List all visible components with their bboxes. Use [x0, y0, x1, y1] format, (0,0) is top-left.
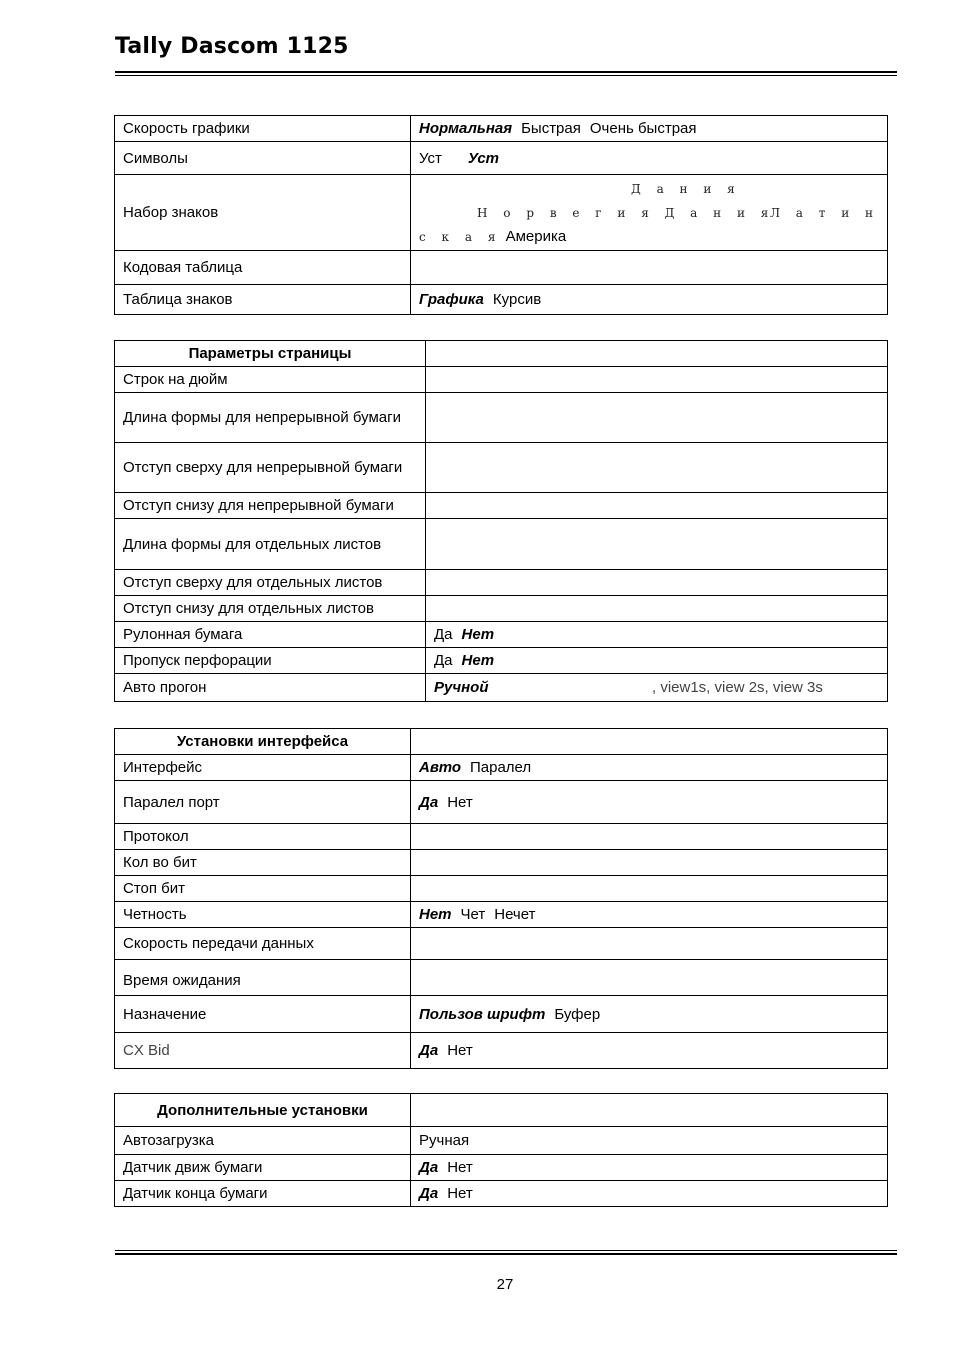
option-default: Уст — [467, 149, 499, 167]
page-settings-table — [114, 340, 888, 702]
header-rule — [115, 71, 897, 73]
row-label: Скорость передачи данных — [115, 928, 411, 960]
row-options — [411, 285, 888, 315]
row-value-empty — [411, 251, 888, 285]
table-row — [115, 285, 888, 315]
table-row — [115, 1155, 888, 1181]
option: Нечет — [494, 906, 536, 923]
row-options — [411, 902, 888, 928]
row-label: Четность — [115, 902, 411, 928]
table-heading: Параметры страницы — [115, 341, 426, 367]
table-row — [115, 596, 888, 622]
row-value-empty — [426, 493, 888, 519]
row-label: Назначение — [115, 996, 411, 1033]
row-value-empty — [426, 367, 888, 393]
row-value-empty — [411, 729, 888, 755]
row-options — [411, 755, 888, 781]
option: Очень быстрая — [589, 120, 697, 137]
interface-settings-table — [114, 728, 888, 1069]
row-label: Паралел порт — [115, 781, 411, 824]
option: Курсив — [492, 291, 542, 308]
table-row — [115, 367, 888, 393]
footer-rule — [115, 1253, 897, 1255]
table-row — [115, 622, 888, 648]
row-value-empty — [411, 850, 888, 876]
table-row — [115, 142, 888, 175]
row-options — [411, 1033, 888, 1069]
table-row — [115, 393, 888, 443]
table-row — [115, 674, 888, 702]
row-value-empty — [411, 960, 888, 996]
table-row — [115, 570, 888, 596]
option: Буфер — [554, 1005, 601, 1023]
option: Да — [434, 626, 453, 643]
row-options — [411, 996, 888, 1033]
row-value-empty — [411, 824, 888, 850]
row-value-empty — [426, 519, 888, 570]
table-row — [115, 755, 888, 781]
table-row — [115, 116, 888, 142]
footer-rule-thin — [115, 1250, 897, 1251]
row-label: Символы — [115, 142, 411, 175]
row-label: Отступ снизу для непрерывной бумаги — [115, 493, 426, 519]
table-row — [115, 1127, 888, 1155]
charset-text: Л а т и н — [769, 205, 879, 220]
row-label: Интерфейс — [115, 755, 411, 781]
row-options — [411, 142, 888, 175]
table-heading: Установки интерфейса — [115, 729, 411, 755]
row-label: Скорость графики — [115, 116, 411, 142]
option-default: Да — [419, 1185, 439, 1202]
row-options — [411, 1155, 888, 1181]
row-label: Отступ сверху для отдельных листов — [115, 570, 426, 596]
option-default: Нет — [461, 652, 495, 669]
option-default: Да — [419, 1042, 439, 1059]
row-options — [411, 1181, 888, 1207]
table-row — [115, 1181, 888, 1207]
row-label: Строк на дюйм — [115, 367, 426, 393]
option: Быстрая — [521, 120, 581, 137]
row-label: Кол во бит — [115, 850, 411, 876]
option-default: Авто — [419, 759, 461, 776]
table-row — [115, 251, 888, 285]
row-value-empty — [426, 443, 888, 493]
page-header-title: Tally Dascom 1125 — [115, 34, 349, 59]
option-default: Да — [419, 1159, 439, 1176]
row-label: Время ожидания — [115, 960, 411, 996]
row-options — [426, 622, 888, 648]
option: Да — [434, 652, 453, 669]
row-options — [411, 781, 888, 824]
header-rule-thin — [115, 75, 897, 76]
row-label: Датчик движ бумаги — [115, 1155, 411, 1181]
row-value-empty — [426, 596, 888, 622]
row-label: Таблица знаков — [115, 285, 411, 315]
option-default: Да — [419, 793, 439, 811]
charset-text: с к а я — [419, 229, 502, 244]
table-row — [115, 960, 888, 996]
row-value-empty — [426, 341, 888, 367]
row-options — [426, 648, 888, 674]
row-value: Ручная — [411, 1127, 888, 1155]
option: Нет — [447, 1159, 473, 1176]
option: Нет — [447, 793, 473, 811]
charset-text: Америка — [505, 227, 567, 245]
page-number: 27 — [496, 1276, 514, 1293]
row-label: Отступ сверху для непрерывной бумаги — [115, 443, 426, 493]
option-default: Нормальная — [419, 120, 513, 137]
option-default: Нет — [419, 906, 452, 923]
row-options — [426, 674, 888, 702]
table-row — [115, 493, 888, 519]
row-options — [411, 116, 888, 142]
table-row — [115, 850, 888, 876]
table-header-row — [115, 729, 888, 755]
table-row — [115, 443, 888, 493]
charset-text: Н о р в е г и я Д а н и я — [477, 205, 775, 220]
charset-text: Д а н и я — [631, 181, 741, 196]
row-value-empty — [411, 1094, 888, 1127]
row-label: CX Bid — [115, 1033, 411, 1069]
table-row — [115, 781, 888, 824]
row-label: Автозагрузка — [115, 1127, 411, 1155]
row-value-empty — [411, 876, 888, 902]
row-label: Кодовая таблица — [115, 251, 411, 285]
option: Паралел — [470, 759, 532, 776]
option-default: Графика — [419, 291, 484, 308]
table-row — [115, 902, 888, 928]
option: Нет — [447, 1185, 473, 1202]
row-label: Набор знаков — [115, 175, 411, 251]
row-label: Датчик конца бумаги — [115, 1181, 411, 1207]
table-row — [115, 1033, 888, 1069]
option: Уст — [419, 149, 442, 167]
table-row — [115, 648, 888, 674]
row-label: Авто прогон — [115, 674, 426, 702]
row-label: Длина формы для отдельных листов — [115, 519, 426, 570]
row-value-empty — [426, 570, 888, 596]
row-label: Пропуск перфорации — [115, 648, 426, 674]
table-heading: Дополнительные установки — [115, 1094, 411, 1127]
row-label: Рулонная бумага — [115, 622, 426, 648]
row-label: Отступ снизу для отдельных листов — [115, 596, 426, 622]
row-options — [411, 175, 888, 251]
table-row — [115, 928, 888, 960]
table-row — [115, 996, 888, 1033]
table-row — [115, 824, 888, 850]
option: Нет — [447, 1042, 473, 1059]
table-row — [115, 175, 888, 251]
row-label: Длина формы для непрерывной бумаги — [115, 393, 426, 443]
option-default: Ручной — [434, 679, 489, 696]
table-row — [115, 519, 888, 570]
option: , view1s, view 2s, view 3s — [652, 679, 823, 696]
additional-settings-table — [114, 1093, 888, 1207]
table-header-row — [115, 341, 888, 367]
print-settings-table — [114, 115, 888, 315]
row-label: Стоп бит — [115, 876, 411, 902]
row-value-empty — [426, 393, 888, 443]
table-header-row — [115, 1094, 888, 1127]
option-default: Пользов шрифт — [419, 1005, 546, 1023]
row-label: Протокол — [115, 824, 411, 850]
option-default: Нет — [461, 626, 495, 643]
option: Чет — [460, 906, 486, 923]
row-value-empty — [411, 928, 888, 960]
table-row — [115, 876, 888, 902]
